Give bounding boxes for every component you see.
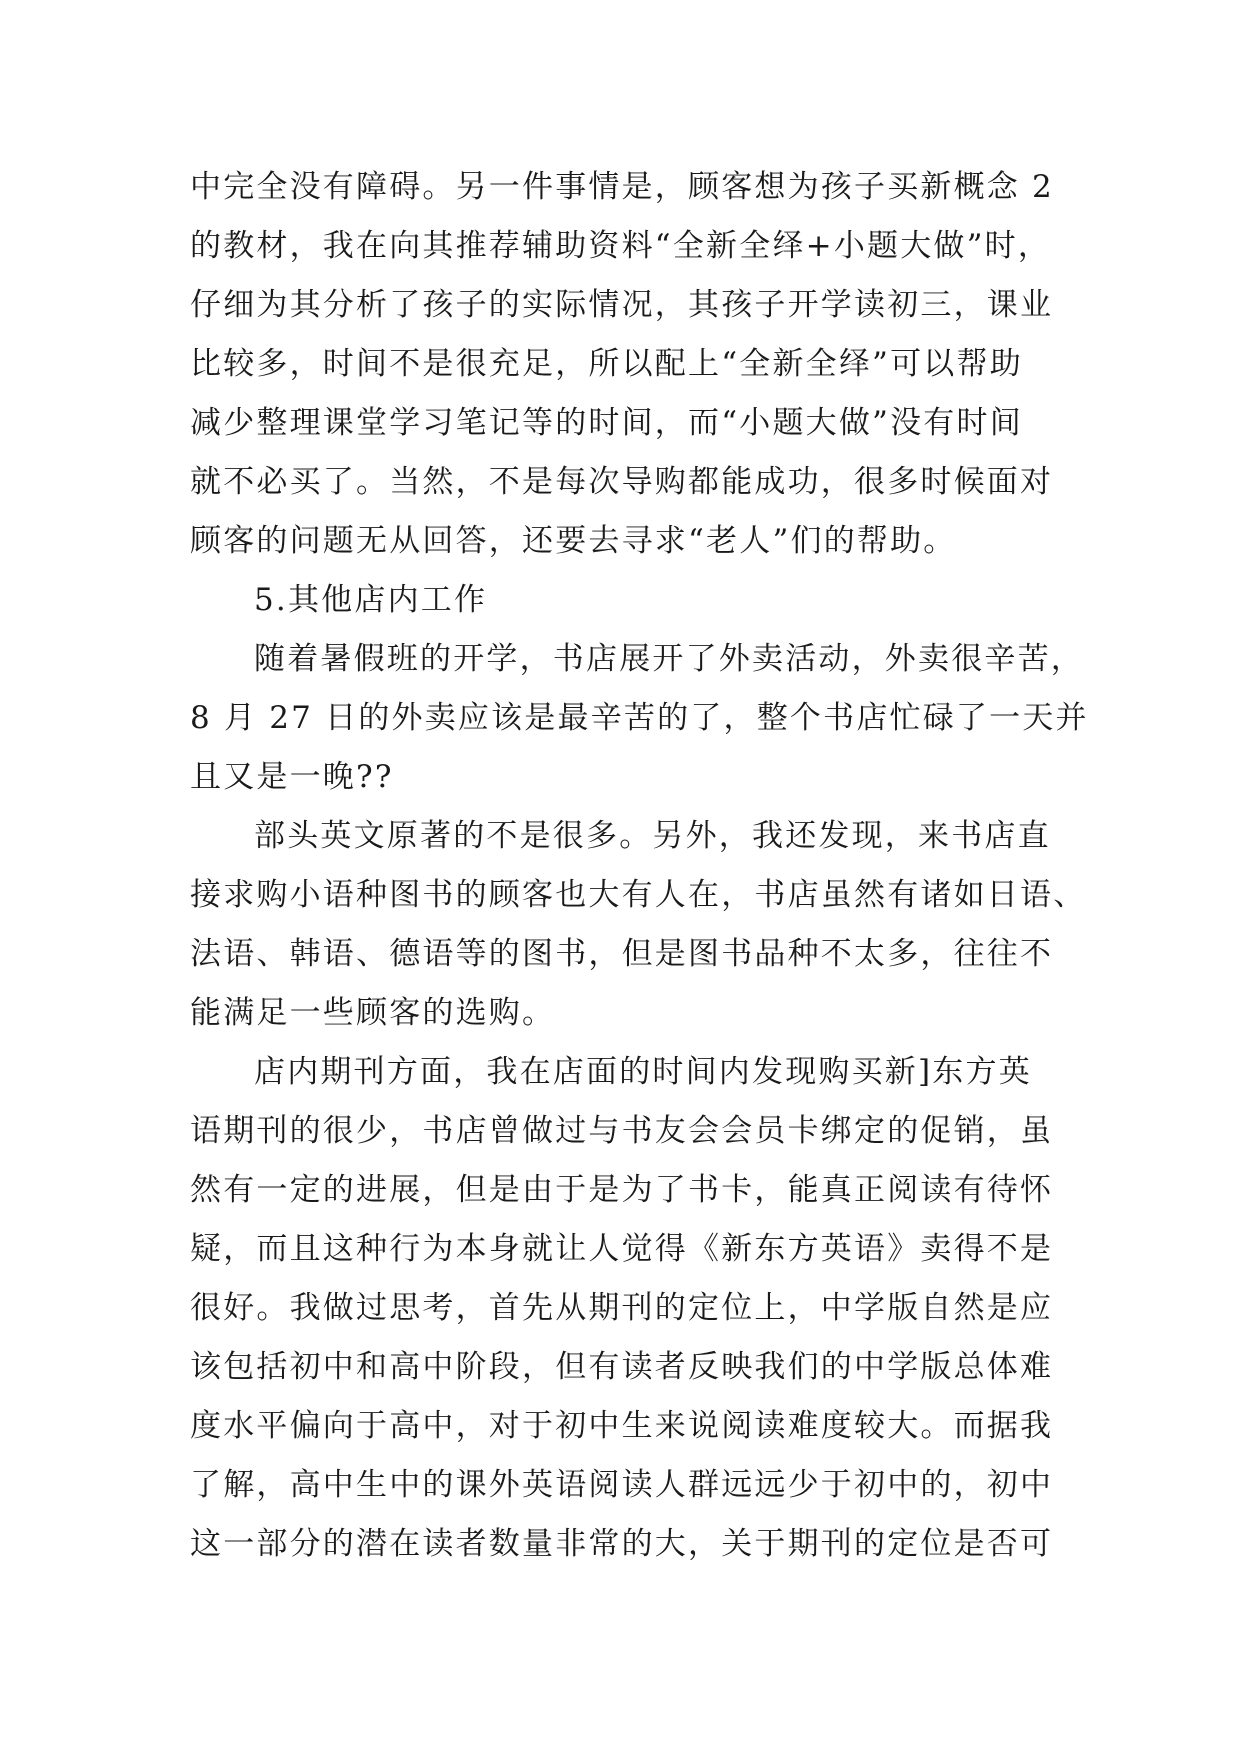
text-line: 就不必买了。当然，不是每次导购都能成功，很多时候面对 xyxy=(190,464,1054,500)
text-line: 然有一定的进展，但是由于是为了书卡，能真正阅读有待怀 xyxy=(190,1172,1054,1208)
text-line: 顾客的问题无从回答，还要去寻求“老人”们的帮助。 xyxy=(190,523,957,559)
text-line: 的教材，我在向其推荐辅助资料“全新全绎+小题大做”时， xyxy=(190,228,1052,264)
text-line: 比较多，时间不是很充足，所以配上“全新全绎”可以帮助 xyxy=(190,346,1023,382)
text-line: 法语、韩语、德语等的图书，但是图书品种不太多，往往不 xyxy=(190,936,1054,972)
text-line: 了解，高中生中的课外英语阅读人群远远少于初中的，初中 xyxy=(190,1467,1054,1503)
text-line: 中完全没有障碍。另一件事情是，顾客想为孩子买新概念 2 xyxy=(190,169,1054,205)
text-line: 疑，而且这种行为本身就让人觉得《新东方英语》卖得不是 xyxy=(190,1231,1054,1267)
text-line: 部头英文原著的不是很多。另外，我还发现，来书店直 xyxy=(254,818,1051,854)
body-text xyxy=(190,158,1089,1574)
text-line: 很好。我做过思考，首先从期刊的定位上，中学版自然是应 xyxy=(190,1290,1054,1326)
text-line: 接求购小语种图书的顾客也大有人在，书店虽然有诸如日语、 xyxy=(190,877,1087,913)
text-line: 语期刊的很少，书店曾做过与书友会会员卡绑定的促销，虽 xyxy=(190,1113,1054,1149)
text-line: 随着暑假班的开学，书店展开了外卖活动，外卖很辛苦， xyxy=(254,641,1084,677)
text-line: 这一部分的潜在读者数量非常的大，关于期刊的定位是否可 xyxy=(190,1526,1054,1562)
text-line: 仔细为其分析了孩子的实际情况，其孩子开学读初三，课业 xyxy=(190,287,1054,323)
text-line: 店内期刊方面，我在店面的时间内发现购买新]东方英 xyxy=(254,1054,1032,1090)
text-line: 减少整理课堂学习笔记等的时间，而“小题大做”没有时间 xyxy=(190,405,1023,441)
text-line: 该包括初中和高中阶段，但有读者反映我们的中学版总体难 xyxy=(190,1349,1054,1385)
text-line: 度水平偏向于高中，对于初中生来说阅读难度较大。而据我 xyxy=(190,1408,1054,1444)
text-line: 且又是一晚?? xyxy=(190,759,394,795)
text-line: 8 月 27 日的外卖应该是最辛苦的了，整个书店忙碌了一天并 xyxy=(190,700,1089,736)
section-heading: 5.其他店内工作 xyxy=(254,582,488,618)
text-line: 能满足一些顾客的选购。 xyxy=(190,995,556,1031)
